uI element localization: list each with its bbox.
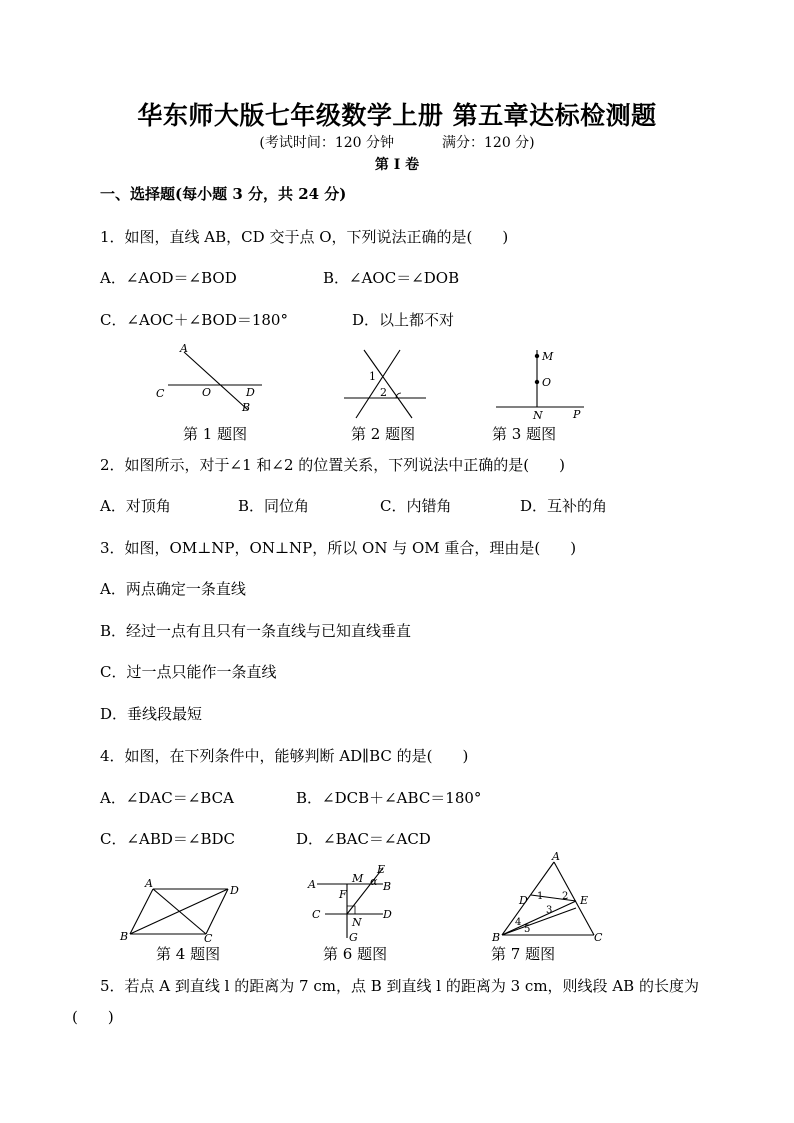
- f1-label-a: A: [180, 342, 188, 355]
- q4-stem: 4．如图，在下列条件中，能够判断 AD∥BC 的是( ): [100, 747, 469, 765]
- f7-angle-5: 5: [524, 924, 531, 935]
- f6-label-m: M: [352, 872, 364, 885]
- f6-label-n: N: [352, 916, 362, 929]
- f6-label-f: F: [339, 888, 347, 901]
- f3-label-m: M: [542, 350, 554, 363]
- f6-label-g: G: [349, 931, 358, 944]
- figure-2: [340, 340, 435, 420]
- q5-paren: ( ): [72, 1008, 114, 1026]
- q2-option-c: C．内错角: [380, 497, 452, 515]
- f7-label-d: D: [519, 894, 528, 907]
- f4-label-c: C: [204, 932, 213, 944]
- f1-label-d: D: [246, 386, 255, 399]
- q1-option-b: B．∠AOC＝∠DOB: [323, 269, 460, 287]
- q1-option-d: D．以上都不对: [352, 311, 455, 329]
- f7-label-b: B: [492, 931, 501, 942]
- q3-option-d: D．垂线段最短: [100, 705, 203, 723]
- q1-option-c: C．∠AOC＋∠BOD＝180°: [100, 311, 288, 329]
- f4-label-b: B: [120, 930, 129, 943]
- f7-angle-4: 4: [515, 917, 522, 928]
- f3-label-o: O: [542, 376, 552, 389]
- q3-option-b: B．经过一点有且只有一条直线与已知直线垂直: [100, 622, 412, 640]
- volume-label: 第 I 卷: [374, 157, 420, 173]
- figure-2-caption: 第 2 题图: [351, 425, 416, 443]
- q4-option-a: A．∠DAC＝∠BCA: [100, 789, 234, 807]
- page-title: 华东师大版七年级数学上册 第五章达标检测题: [137, 101, 657, 130]
- q4-option-c: C．∠ABD＝∠BDC: [100, 830, 236, 848]
- q2-stem: 2．如图所示，对于∠1 和∠2 的位置关系，下列说法中正确的是( ): [100, 456, 566, 474]
- figure-3: [490, 340, 590, 422]
- f6-label-b: B: [383, 880, 392, 893]
- figure-1-caption: 第 1 题图: [183, 425, 248, 443]
- exam-time: (考试时间：120 分钟: [259, 135, 394, 151]
- f3-label-n: N: [533, 409, 543, 422]
- f2-angle-1: 1: [369, 370, 376, 383]
- section-heading: 一、选择题(每小题 3 分，共 24 分): [100, 185, 347, 203]
- f2-angle-2: 2: [380, 386, 387, 399]
- f6-label-c: C: [312, 908, 321, 921]
- f4-label-d: D: [230, 884, 239, 897]
- f1-label-b: B: [242, 401, 251, 414]
- q5-stem: 5．若点 A 到直线 l 的距离为 7 cm，点 B 到直线 l 的距离为 3 cm，则线段 AB 的长度为: [100, 977, 699, 995]
- f1-label-o: O: [202, 386, 212, 399]
- q1-stem: 1．如图，直线 AB，CD 交于点 O，下列说法正确的是( ): [100, 228, 509, 246]
- q4-option-b: B．∠DCB＋∠ABC＝180°: [296, 789, 482, 807]
- figure-3-caption: 第 3 题图: [492, 425, 557, 443]
- figure-4: [118, 872, 248, 944]
- figure-7: [488, 852, 613, 942]
- q4-option-d: D．∠BAC＝∠ACD: [296, 830, 431, 848]
- f7-label-a: A: [552, 852, 560, 863]
- q2-option-a: A．对顶角: [100, 497, 171, 515]
- f7-label-c: C: [594, 931, 603, 942]
- figure-1: [150, 340, 270, 420]
- f6-label-d: D: [383, 908, 392, 921]
- f3-label-p: P: [573, 408, 581, 421]
- q3-stem: 3．如图，OM⊥NP，ON⊥NP，所以 ON 与 OM 重合，理由是( ): [100, 539, 577, 557]
- q2-option-d: D．互补的角: [520, 497, 608, 515]
- q3-option-c: C．过一点只能作一条直线: [100, 663, 277, 681]
- f7-label-e: E: [580, 894, 589, 907]
- figure-6-caption: 第 6 题图: [323, 945, 388, 963]
- f7-angle-1: 1: [537, 891, 544, 902]
- figure-6: [303, 860, 413, 946]
- q1-option-a: A．∠AOD＝∠BOD: [100, 269, 237, 287]
- f7-angle-2: 2: [562, 891, 569, 902]
- exam-info: [0, 132, 794, 152]
- f6-label-a: A: [308, 878, 316, 891]
- full-score: 满分：120 分): [442, 135, 535, 151]
- q3-option-a: A．两点确定一条直线: [100, 580, 246, 598]
- f6-label-e: E: [377, 863, 386, 876]
- q2-option-b: B．同位角: [238, 497, 310, 515]
- f1-label-c: C: [156, 387, 165, 400]
- figure-7-caption: 第 7 题图: [491, 945, 556, 963]
- f4-label-a: A: [145, 877, 153, 890]
- f7-angle-3: 3: [546, 905, 553, 916]
- figure-4-caption: 第 4 题图: [156, 945, 221, 963]
- f6-label-alpha: α: [370, 875, 378, 888]
